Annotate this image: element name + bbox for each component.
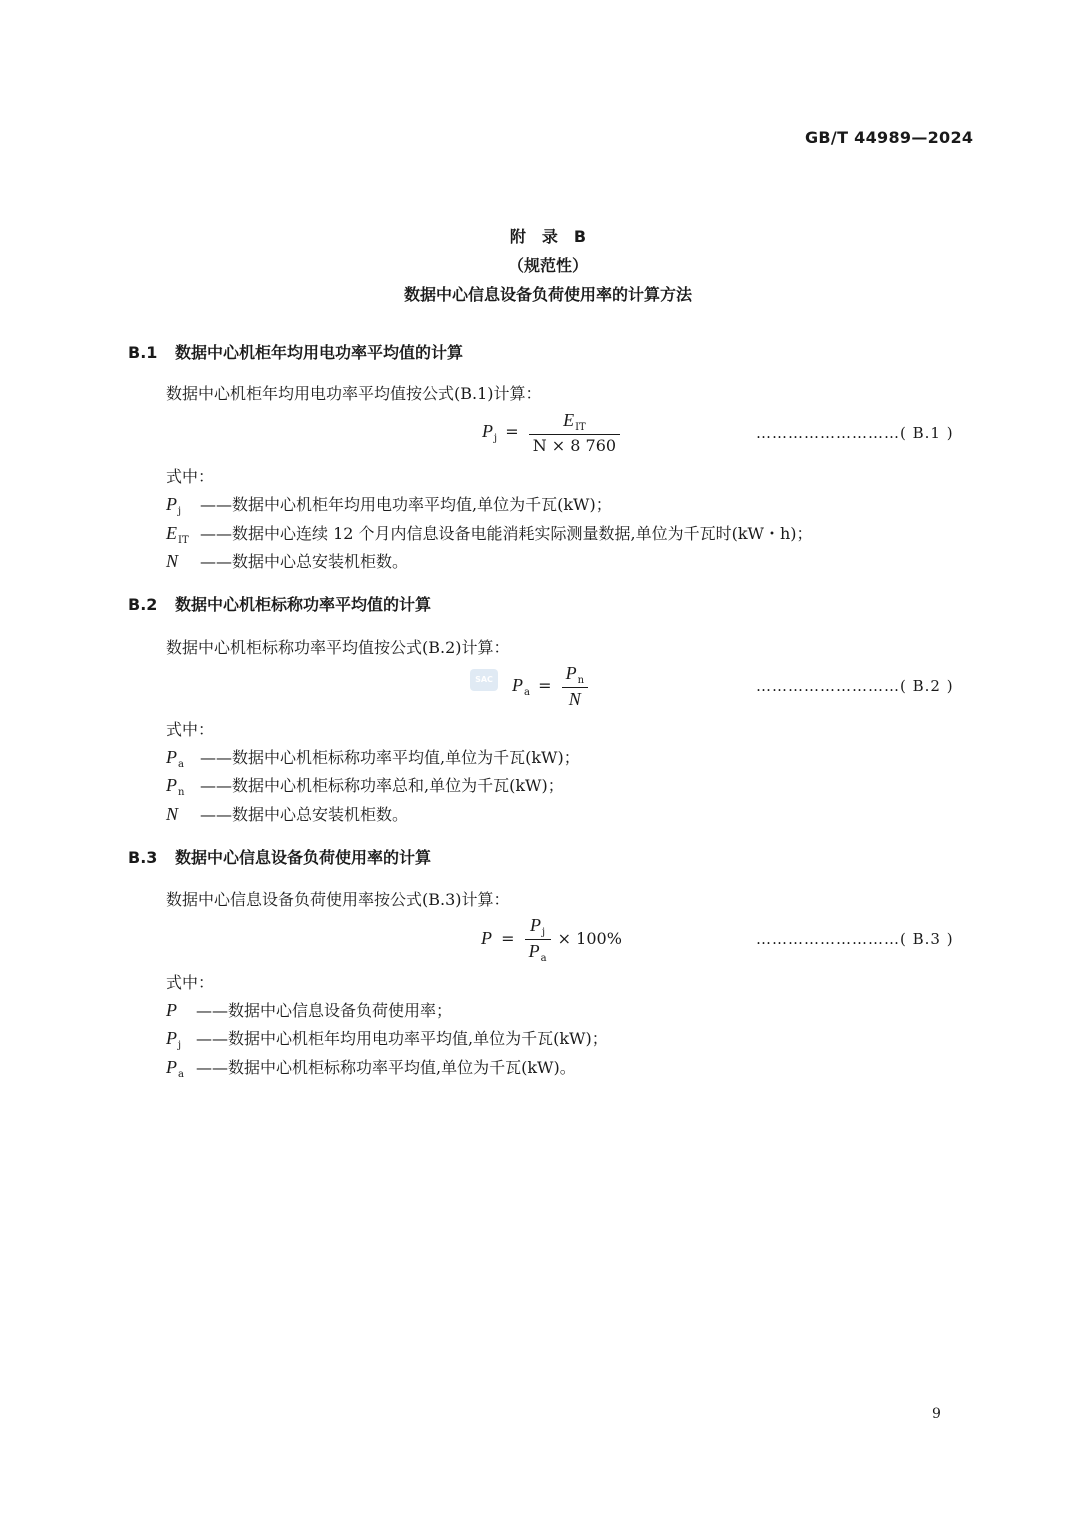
section-number: B.2 <box>128 595 158 614</box>
formula-lhs-sub: a <box>524 687 530 698</box>
section-title: 数据中心机柜年均用电功率平均值的计算 <box>175 343 464 362</box>
definition-item: $P_a$ ——数据中心机柜标称功率平均值,单位为千瓦(kW)； <box>166 747 580 770</box>
sac-watermark-logo: SAC <box>470 669 498 691</box>
appendix-label: 附 录 B <box>509 227 587 246</box>
standard-number: GB/T 44989—2024 <box>805 128 974 147</box>
definition-item: $P_j$ ——数据中心机柜年均用电功率平均值,单位为千瓦(kW)； <box>166 1028 608 1051</box>
formula-fraction <box>529 410 620 455</box>
definition-item: P ——数据中心信息设备负荷使用率； <box>166 1000 453 1020</box>
definition-item: N ——数据中心总安装机柜数。 <box>166 551 409 571</box>
section-heading-b3 <box>128 845 431 868</box>
definition-item: $P_j$ ——数据中心机柜年均用电功率平均值,单位为千瓦(kW)； <box>166 494 612 517</box>
section-intro: 数据中心信息设备负荷使用率按公式(B.3)计算： <box>166 890 510 909</box>
section-number: B.1 <box>128 343 158 362</box>
appendix-nature: （规范性） <box>507 256 588 275</box>
equation-number-b1: ………………………( B.1 ) <box>756 424 954 442</box>
formula-lhs: P <box>482 421 493 441</box>
formula-lhs: P <box>512 675 523 695</box>
section-heading-b2 <box>128 592 431 615</box>
where-label: 式中： <box>166 720 215 739</box>
formula-b3: P = $\frac{P_j}{P_a}$ × 100% <box>481 915 622 964</box>
formula-b2: $P_a$ = $\frac{P_n}{N}$ <box>512 663 590 710</box>
where-label: 式中： <box>166 973 215 992</box>
section-title: 数据中心信息设备负荷使用率的计算 <box>175 848 432 867</box>
where-label: 式中： <box>166 467 215 486</box>
page-number: 9 <box>932 1406 941 1422</box>
formula-fraction <box>562 663 588 710</box>
definition-item: N ——数据中心总安装机柜数。 <box>166 804 409 824</box>
section-heading-b1 <box>128 340 463 363</box>
definition-item: $P_n$ ——数据中心机柜标称功率总和,单位为千瓦(kW)； <box>166 775 564 798</box>
fraction-denominator: N <box>568 689 581 709</box>
fraction-numerator: $P_n$ <box>562 663 588 688</box>
section-title: 数据中心机柜标称功率平均值的计算 <box>175 595 432 614</box>
formula-b1: $P_j$ = $\frac{E_{IT}}{N \times 8 760}$ <box>482 410 622 455</box>
section-number: B.3 <box>128 848 158 867</box>
equation-number-b3: ………………………( B.3 ) <box>756 930 954 948</box>
definition-item: $P_a$ ——数据中心机柜标称功率平均值,单位为千瓦(kW)。 <box>166 1057 576 1080</box>
formula-lhs-sub: j <box>494 433 498 444</box>
appendix-title: 数据中心信息设备负荷使用率的计算方法 <box>403 285 692 304</box>
definition-item: $E_{IT}$ ——数据中心连续 12 个月内信息设备电能消耗实际测量数据,单位为千瓦时(kW・h)； <box>166 523 813 546</box>
fraction-denominator: N × 8 760 <box>532 436 617 455</box>
section-intro: 数据中心机柜标称功率平均值按公式(B.2)计算： <box>166 638 510 657</box>
fraction-denominator: $P_a$ <box>528 941 547 964</box>
fraction-numerator: $E_{IT}$ <box>529 410 620 435</box>
fraction-numerator: $P_j$ <box>525 915 551 940</box>
formula-suffix: × 100% <box>557 929 622 948</box>
formula-lhs: P <box>481 928 492 948</box>
section-intro: 数据中心机柜年均用电功率平均值按公式(B.1)计算： <box>166 384 542 403</box>
equation-number-b2: ………………………( B.2 ) <box>756 677 954 695</box>
formula-fraction <box>525 915 551 964</box>
